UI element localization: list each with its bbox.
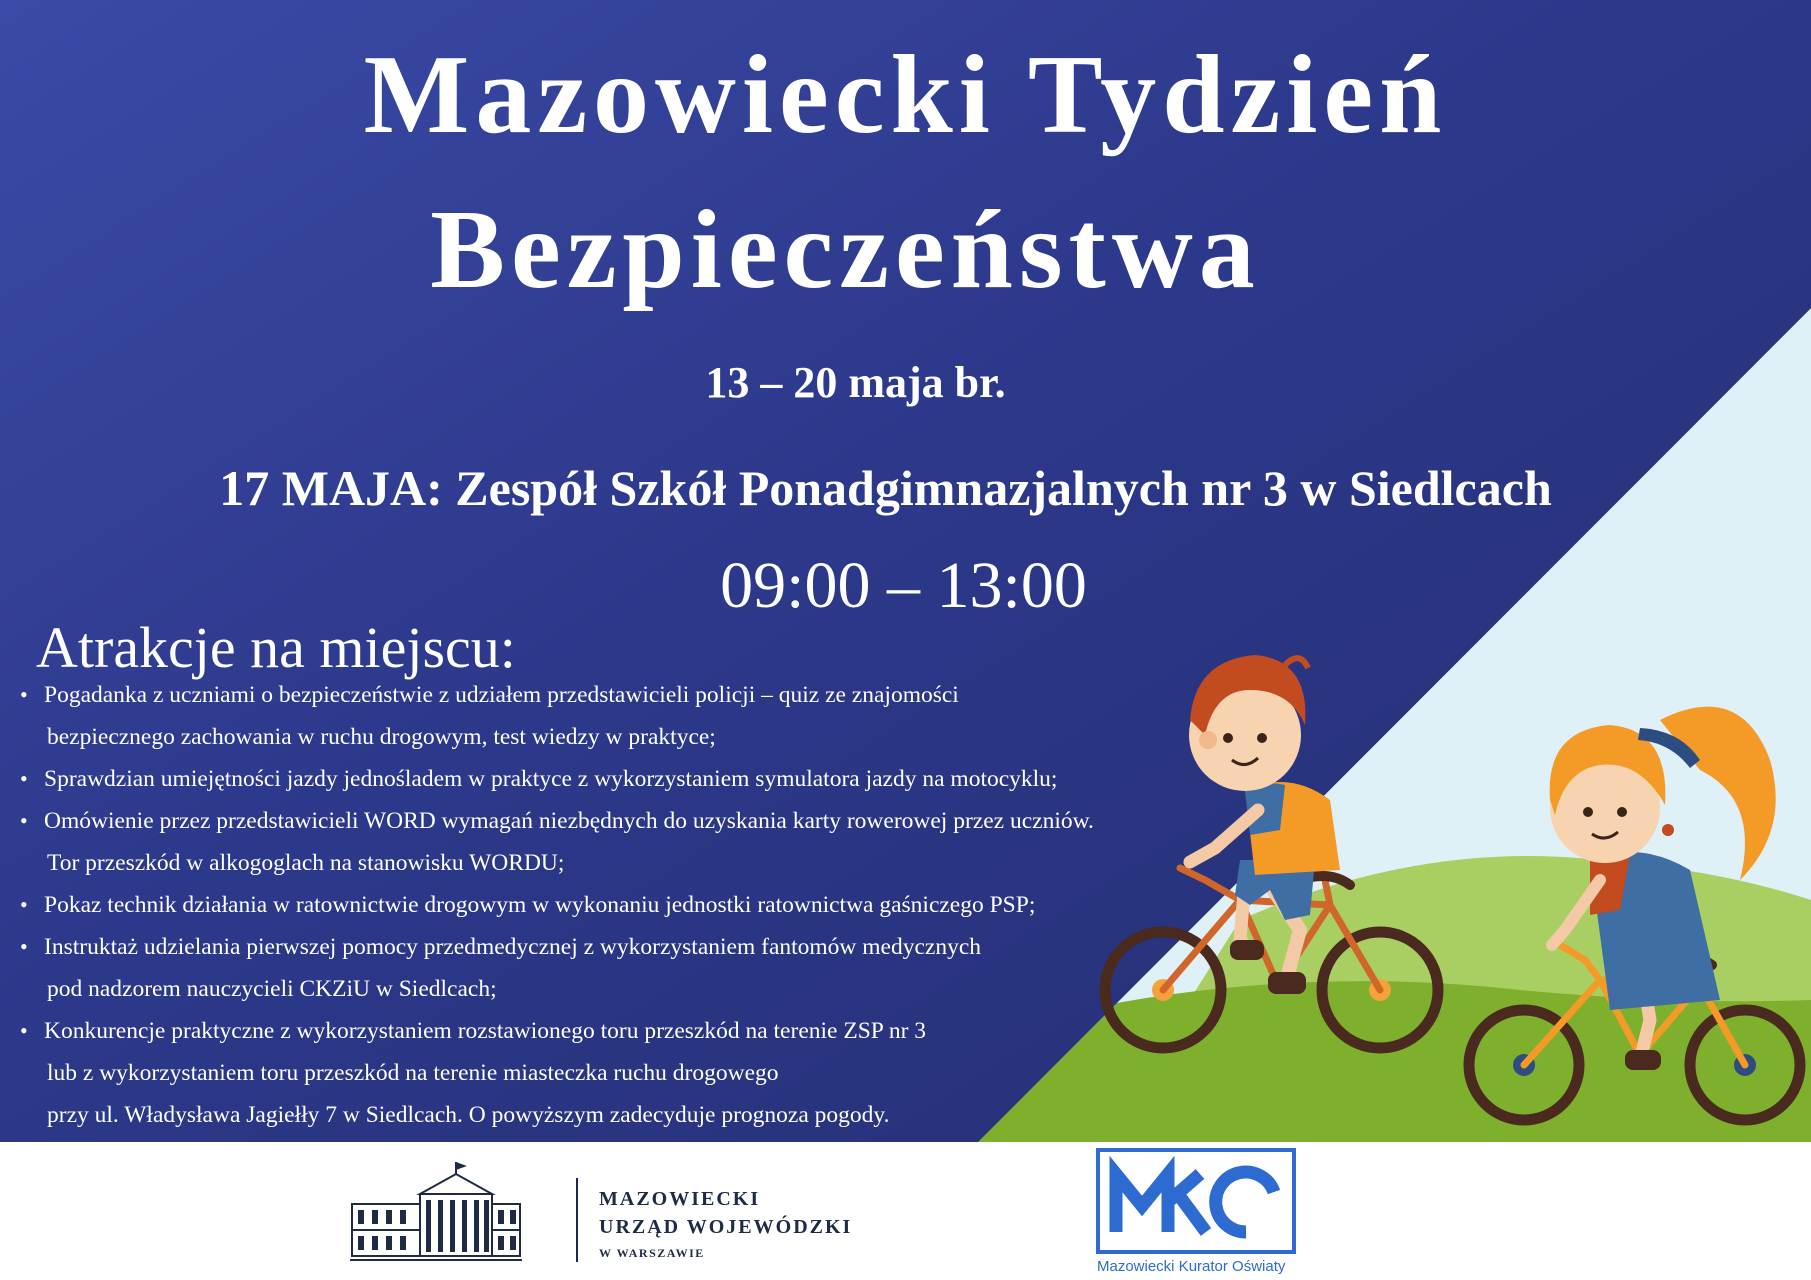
attraction-item bbox=[20, 758, 1260, 800]
attractions-heading: Atrakcje na miejscu: bbox=[36, 615, 516, 680]
time-range: 09:00 – 13:00 bbox=[720, 549, 1087, 622]
attraction-item bbox=[20, 674, 1260, 758]
attraction-text: Pokaz technik działania w ratownictwie drogowym w wykonaniu jednostki ratownictwa gaśniczego PSP; bbox=[44, 892, 1036, 918]
attraction-text: Sprawdzian umiejętności jazdy jednośladem w praktyce z wykorzystaniem symulatora jazdy na motocyklu; bbox=[44, 766, 1058, 792]
bullet-icon: • bbox=[20, 1018, 28, 1043]
attraction-text: Pogadanka z uczniami o bezpieczeństwie z udziałem przedstawicieli policji – quiz ze znajomości bbox=[44, 682, 959, 708]
bullet-icon: • bbox=[20, 766, 28, 791]
date-range: 13 – 20 maja br. bbox=[705, 358, 1006, 407]
muw-name-line-2: URZĄD WOJEWÓDZKI bbox=[599, 1216, 853, 1238]
attraction-text: bezpiecznego zachowania w ruchu drogowym, test wiedzy w praktyce; bbox=[47, 724, 716, 750]
bullet-icon: • bbox=[20, 892, 28, 917]
event-location: 17 MAJA: Zespół Szkół Ponadgimnazjalnych nr 3 w Siedlcach bbox=[219, 460, 1552, 516]
muw-name-line-3: W WARSZAWIE bbox=[599, 1246, 705, 1260]
title-line-1: Mazowiecki Tydzień bbox=[363, 33, 1448, 157]
attractions-list bbox=[20, 674, 1260, 1136]
attraction-text: Konkurencje praktyczne z wykorzystaniem rozstawionego toru przeszkód na terenie ZSP nr 3 bbox=[44, 1018, 927, 1044]
attraction-text: przy ul. Władysława Jagiełły 7 w Siedlcach. O powyższym zadecyduje prognoza pogody. bbox=[47, 1102, 890, 1128]
mko-logo bbox=[1096, 1148, 1296, 1254]
attraction-text: Instruktaż udzielania pierwszej pomocy przedmedycznej z wykorzystaniem fantomów medycznych bbox=[44, 934, 982, 960]
attraction-text: lub z wykorzystaniem toru przeszkód na terenie miasteczka ruchu drogowego bbox=[47, 1060, 779, 1086]
bullet-icon: • bbox=[20, 934, 28, 959]
attraction-item bbox=[20, 1010, 1260, 1136]
mko-caption: Mazowiecki Kurator Oświaty bbox=[1097, 1258, 1286, 1275]
footer bbox=[0, 1142, 1811, 1280]
bullet-icon: • bbox=[20, 682, 28, 707]
attraction-item bbox=[20, 926, 1260, 1010]
attraction-text: Tor przeszkód w alkogoglach na stanowisku WORDU; bbox=[47, 850, 565, 876]
muw-name-line-1: MAZOWIECKI bbox=[599, 1188, 761, 1210]
muw-divider bbox=[576, 1178, 578, 1262]
attraction-text: pod nadzorem nauczycieli CKZiU w Siedlcach; bbox=[47, 976, 497, 1002]
attraction-item bbox=[20, 884, 1260, 926]
attraction-item bbox=[20, 800, 1260, 884]
title-line-2: Bezpieczeństwa bbox=[430, 188, 1261, 312]
attraction-text: Omówienie przez przedstawicieli WORD wymagań niezbędnych do uzyskania karty rowerowej przez uczniów. bbox=[44, 808, 1094, 834]
muw-building-logo bbox=[350, 1160, 522, 1264]
bullet-icon: • bbox=[20, 808, 28, 833]
